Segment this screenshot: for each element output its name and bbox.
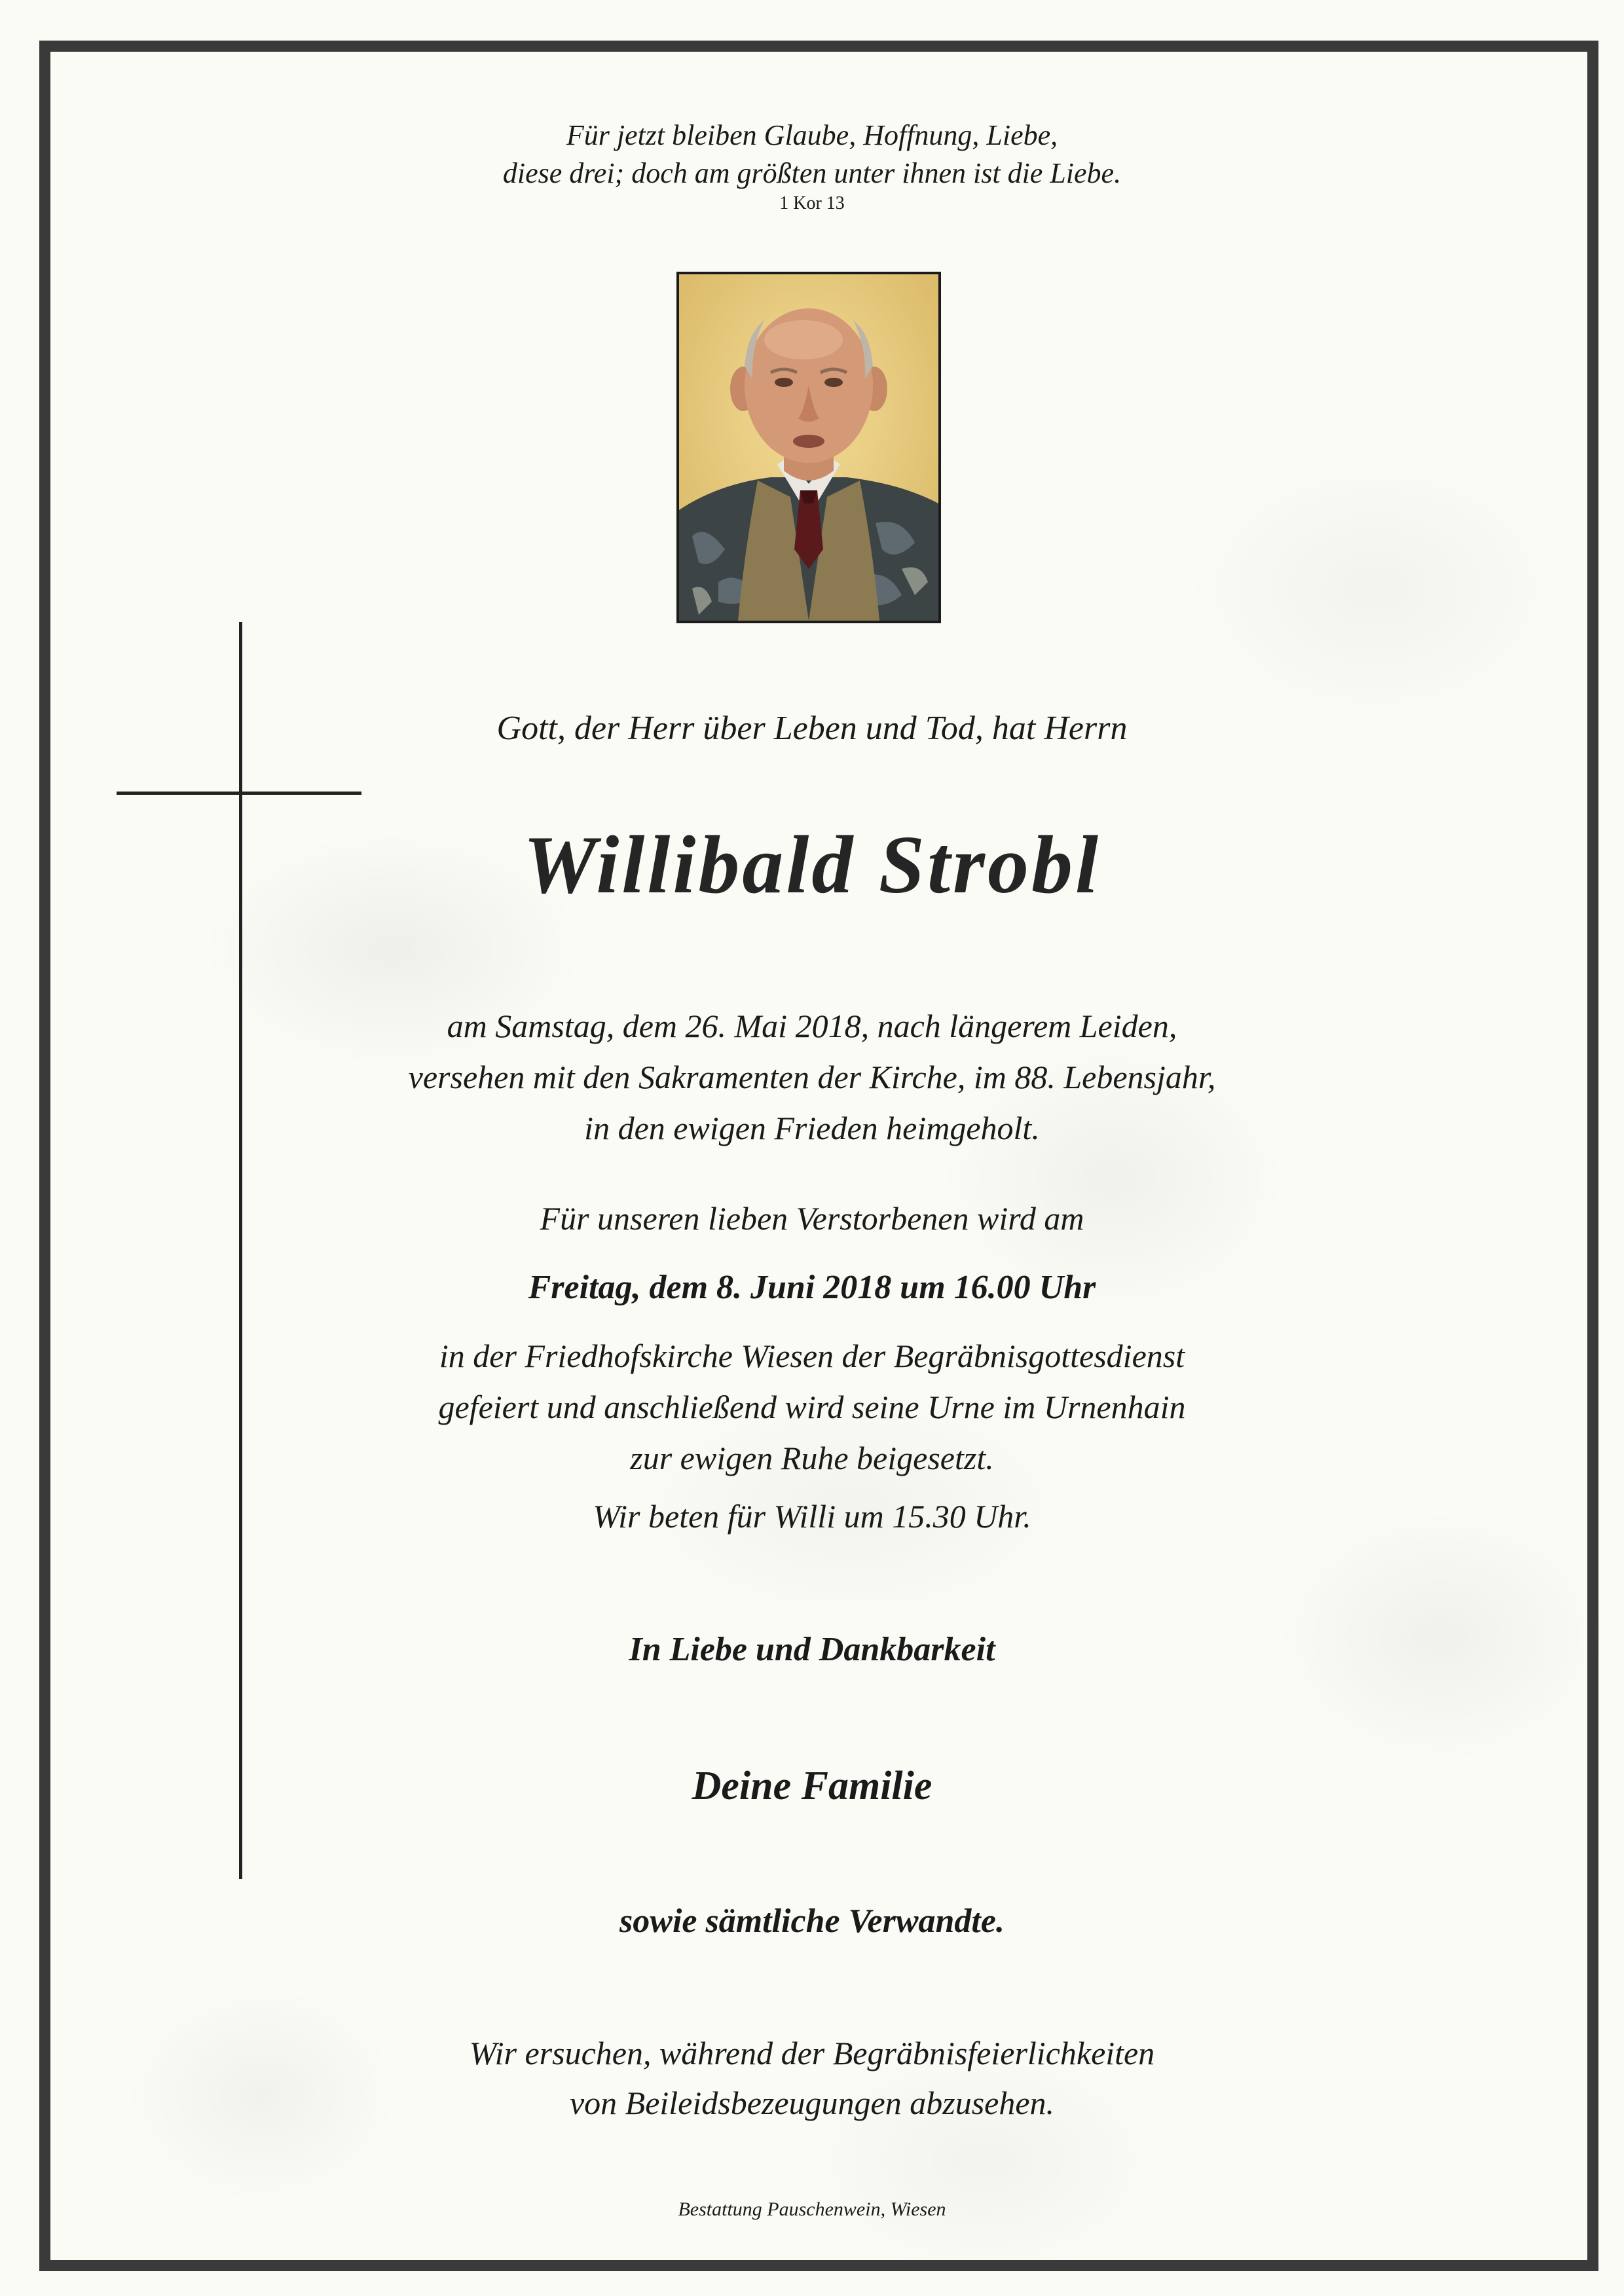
portrait-photo [676,272,941,623]
prayer-time: Wir beten für Willi um 15.30 Uhr. [593,1498,1031,1535]
undertaker-credit: Bestattung Pauschenwein, Wiesen [678,2198,946,2220]
funeral-datetime: Freitag, dem 8. Juni 2018 um 16.00 Uhr [528,1269,1096,1306]
request-line-1: Wir ersuchen, während der Begräbnisfeierlichkeiten [469,2035,1155,2071]
death-line-3: in den ewigen Frieden heimgeholt. [584,1110,1040,1146]
death-line-2: versehen mit den Sakramenten der Kirche, im 88. Lebensjahr, [408,1059,1216,1095]
condolence-request [0,2028,1624,2128]
intro-text: Gott, der Herr über Leben und Tod, hat Herrn [496,710,1128,747]
funeral-announcement: Für unseren lieben Verstorbenen wird am [540,1200,1084,1237]
service-line-1: in der Friedhofskirche Wiesen der Begräbnisgottesdienst [439,1338,1185,1374]
cross-vertical-bar [239,622,242,1879]
closing-family: Deine Familie [692,1764,932,1808]
funeral-service-details [0,1330,1624,1484]
cross-horizontal-bar [117,792,361,795]
bible-verse [0,117,1624,192]
verse-reference: 1 Kor 13 [779,193,845,213]
portrait-figure [679,274,938,621]
verse-line-1: Für jetzt bleiben Glaube, Hoffnung, Liebe, [566,119,1058,151]
verse-line-2: diese drei; doch am größten unter ihnen ist die Liebe. [502,157,1122,189]
service-line-2: gefeiert und anschließend wird seine Urne im Urnenhain [438,1389,1186,1425]
closing-love: In Liebe und Dankbarkeit [629,1631,995,1668]
deceased-name: Willibald Strobl [523,820,1101,911]
death-line-1: am Samstag, dem 26. Mai 2018, nach längerem Leiden, [447,1008,1177,1044]
service-line-3: zur ewigen Ruhe beigesetzt. [630,1440,994,1476]
death-notice [0,1000,1624,1154]
request-line-2: von Beileidsbezeugungen abzusehen. [569,2085,1055,2121]
closing-relatives: sowie sämtliche Verwandte. [619,1903,1005,1940]
